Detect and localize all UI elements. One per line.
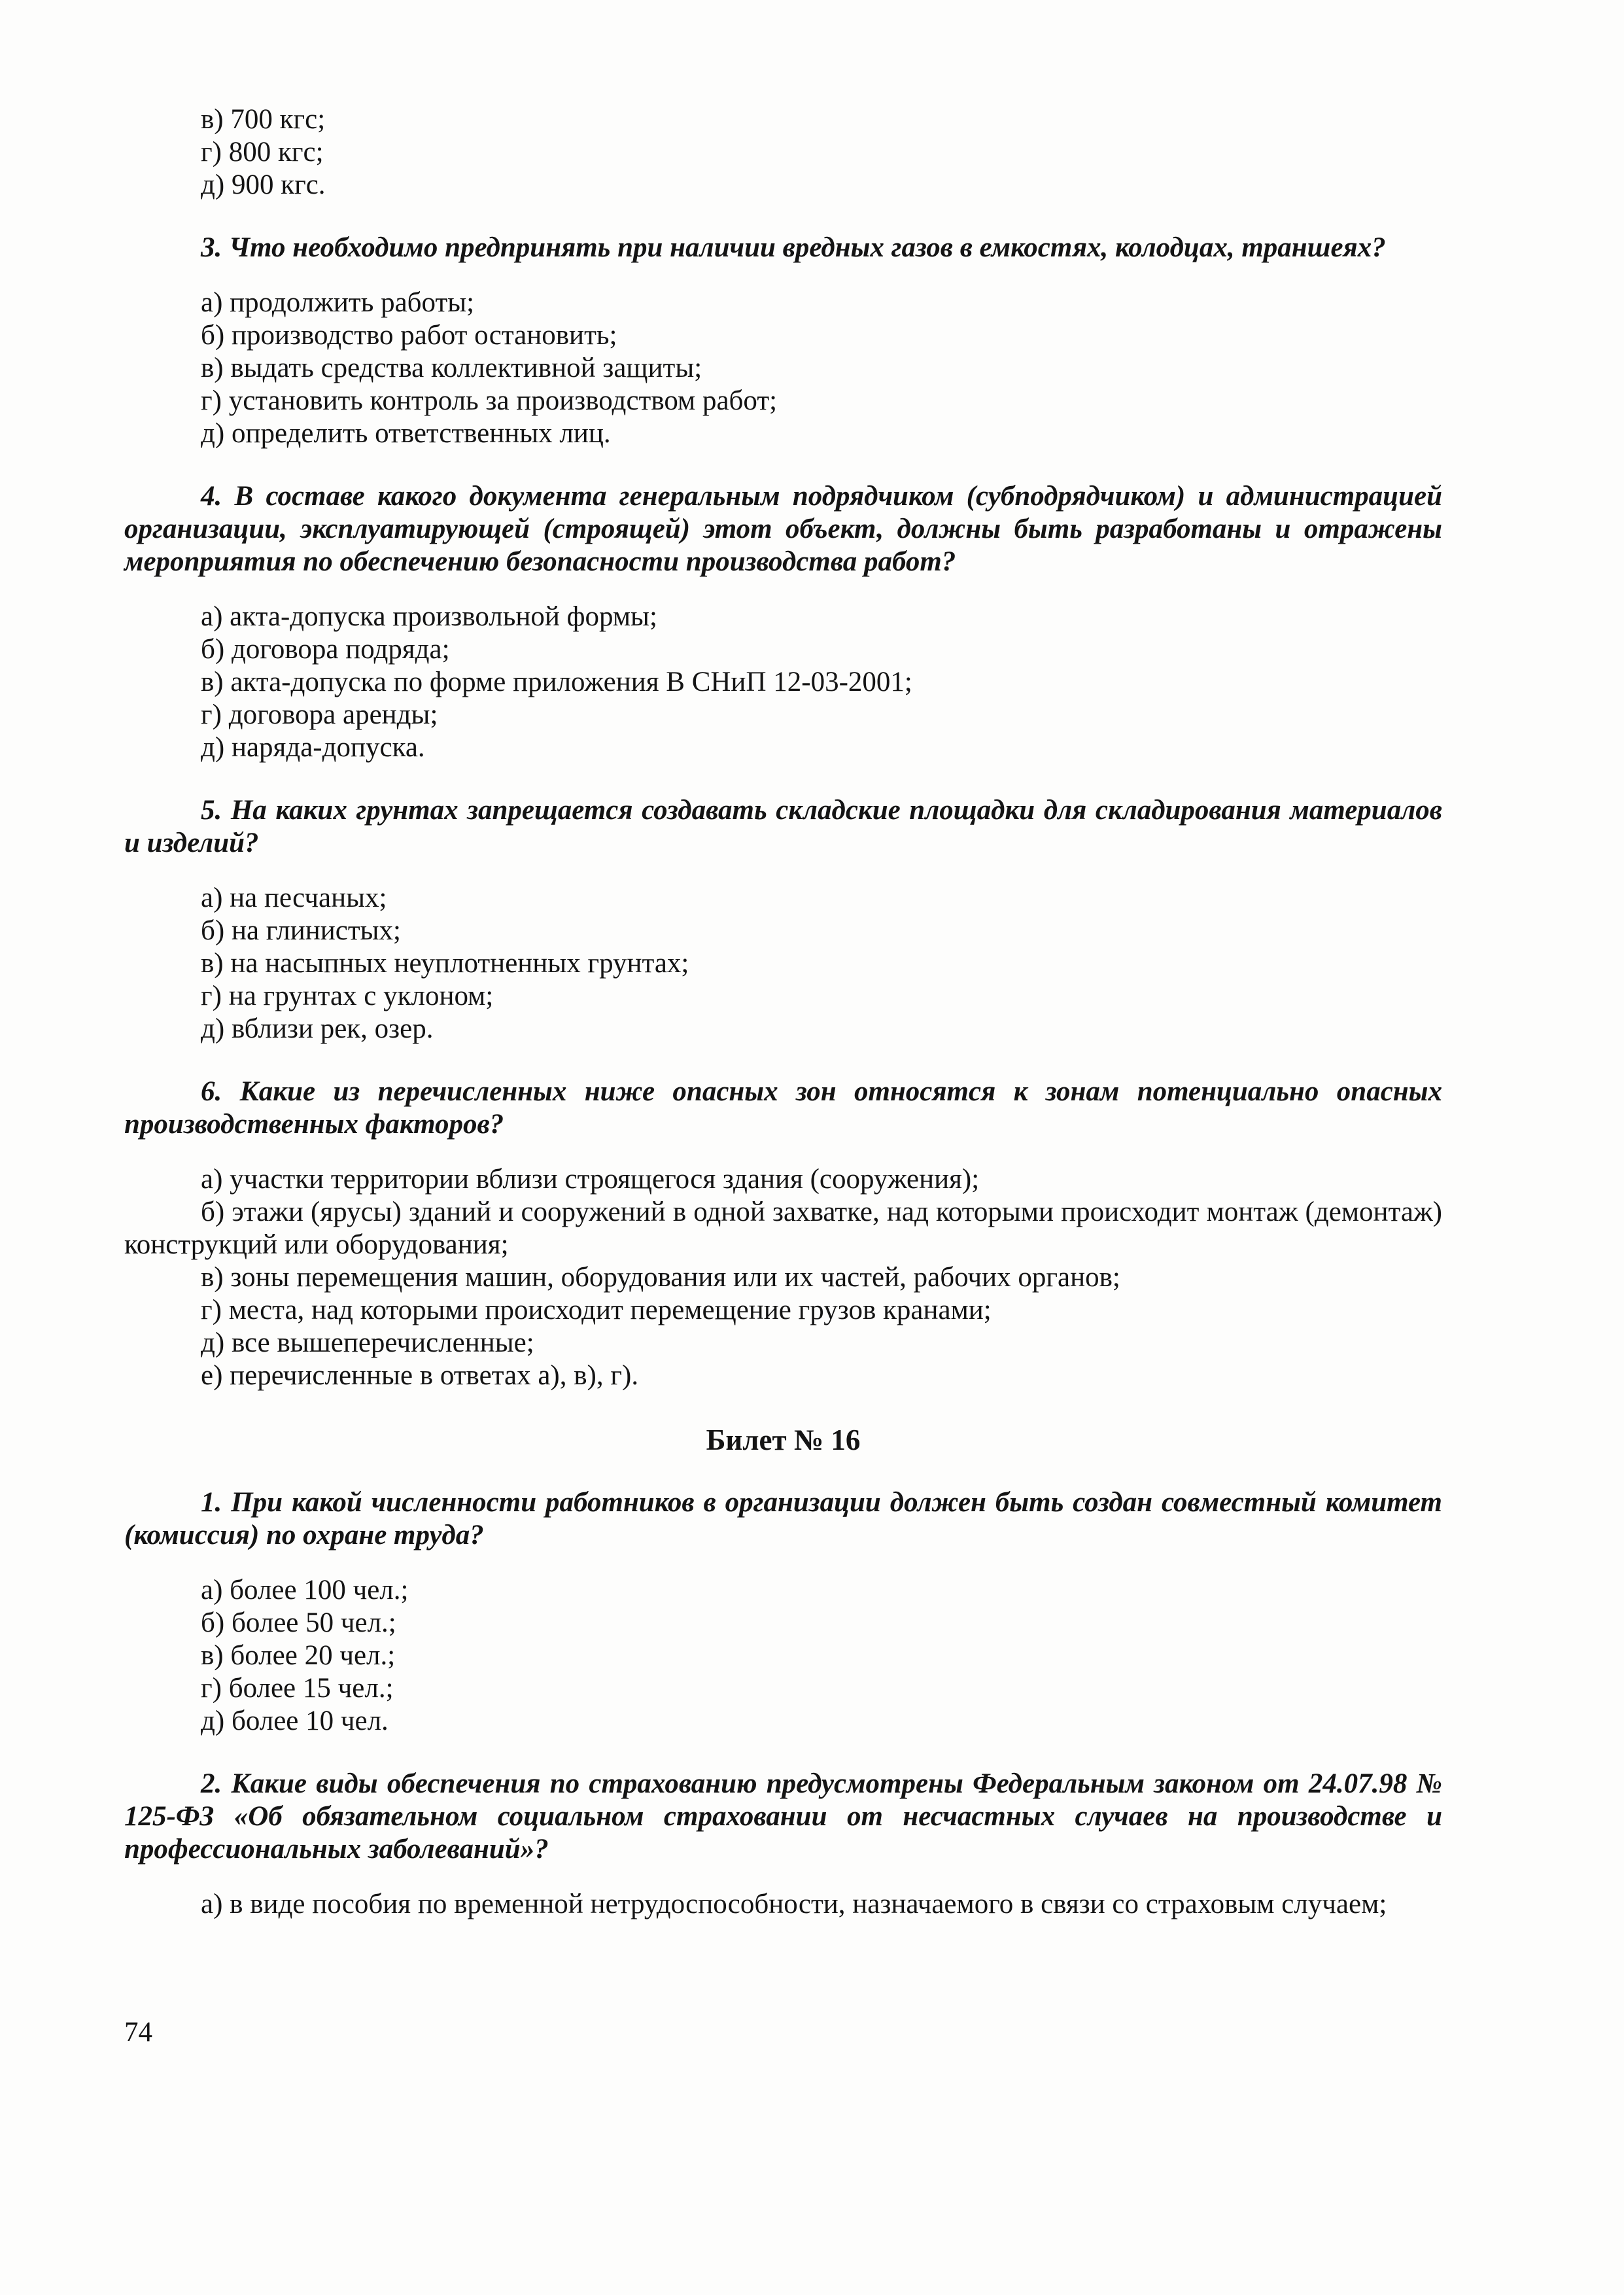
question-text: 5. На каких грунтах запрещается создавать складские площадки для складирования материалов и изделий? xyxy=(124,795,1442,858)
answer-option: д) более 10 чел. xyxy=(201,1706,389,1736)
question-text: 2. Какие виды обеспечения по страхованию предусмотрены Федеральным законом от 24.07.98 № 125-ФЗ «Об обязательном социальном страховании от несчастных случаев на производстве и профессиональных заболеваний»? xyxy=(124,1768,1442,1865)
answer-option: а) участки территории вблизи строящегося здания (сооружения); xyxy=(201,1164,980,1195)
options-block-ticket16-question-1 xyxy=(124,1574,1442,1738)
ticket-heading: Билет № 16 xyxy=(706,1424,861,1456)
options-block-question-4 xyxy=(124,601,1442,764)
answer-option: б) договора подряда; xyxy=(201,634,450,665)
answer-option: а) продолжить работы; xyxy=(201,287,475,318)
answer-option: д) наряда-допуска. xyxy=(201,732,425,763)
question-text: 1. При какой численности работников в организации должен быть создан совместный комитет (комиссия) по охране труда? xyxy=(124,1487,1442,1550)
answer-option: г) установить контроль за производством работ; xyxy=(201,385,778,416)
options-block-ticket16-question-2 xyxy=(124,1888,1442,1921)
question-text: 4. В составе какого документа генеральным подрядчиком (субподрядчиком) и администрацией организации, эксплуатирующей (строящей) этот объект, должны быть разработаны и отражены мероприятия по обеспечению безопасности производства работ? xyxy=(124,481,1442,577)
answer-option: г) 800 кгс; xyxy=(201,137,324,167)
answer-option: а) на песчаных; xyxy=(201,883,387,913)
answer-option: б) производство работ остановить; xyxy=(201,320,617,351)
answer-option: б) более 50 чел.; xyxy=(201,1607,396,1638)
answer-option: б) на глинистых; xyxy=(201,915,401,946)
answer-option: г) более 15 чел.; xyxy=(201,1673,394,1704)
answer-option: а) более 100 чел.; xyxy=(201,1575,409,1605)
options-block-question-3 xyxy=(124,287,1442,450)
answer-option: г) на грунтах с уклоном; xyxy=(201,981,494,1011)
options-block-previous-question xyxy=(124,103,1442,201)
answer-option: г) места, над которыми происходит перемещение грузов кранами; xyxy=(201,1295,992,1325)
answer-option: д) 900 кгс. xyxy=(201,169,326,200)
answer-option: в) более 20 чел.; xyxy=(201,1640,396,1671)
question-text: 3. Что необходимо предпринять при наличии вредных газов в емкостях, колодцах, траншеях? xyxy=(201,232,1386,263)
answer-option: д) определить ответственных лиц. xyxy=(201,418,611,449)
answer-option: е) перечисленные в ответах а), в), г). xyxy=(201,1360,639,1391)
answer-option: в) зоны перемещения машин, оборудования или их частей, рабочих органов; xyxy=(201,1262,1120,1293)
answer-option: д) все вышеперечисленные; xyxy=(201,1327,534,1358)
page-number: 74 xyxy=(124,2017,152,2048)
answer-option: в) на насыпных неуплотненных грунтах; xyxy=(201,948,689,979)
answer-option: в) 700 кгс; xyxy=(201,104,326,135)
answer-option: г) договора аренды; xyxy=(201,699,438,730)
answer-option: в) выдать средства коллективной защиты; xyxy=(201,353,702,383)
answer-option: д) вблизи рек, озер. xyxy=(201,1013,434,1044)
answer-option: б) этажи (ярусы) зданий и сооружений в одной захватке, над которыми происходит монтаж (демонтаж) конструкций или оборудования; xyxy=(124,1197,1442,1260)
options-block-question-6 xyxy=(124,1163,1442,1392)
answer-option: а) в виде пособия по временной нетрудоспособности, назначаемого в связи со страховым случаем; xyxy=(201,1889,1387,1919)
options-block-question-5 xyxy=(124,882,1442,1045)
question-text: 6. Какие из перечисленных ниже опасных зон относятся к зонам потенциально опасных производственных факторов? xyxy=(124,1076,1442,1140)
answer-option: а) акта-допуска произвольной формы; xyxy=(201,601,657,632)
page-content xyxy=(124,103,1442,1921)
answer-option: в) акта-допуска по форме приложения В СНиП 12-03-2001; xyxy=(201,667,912,697)
